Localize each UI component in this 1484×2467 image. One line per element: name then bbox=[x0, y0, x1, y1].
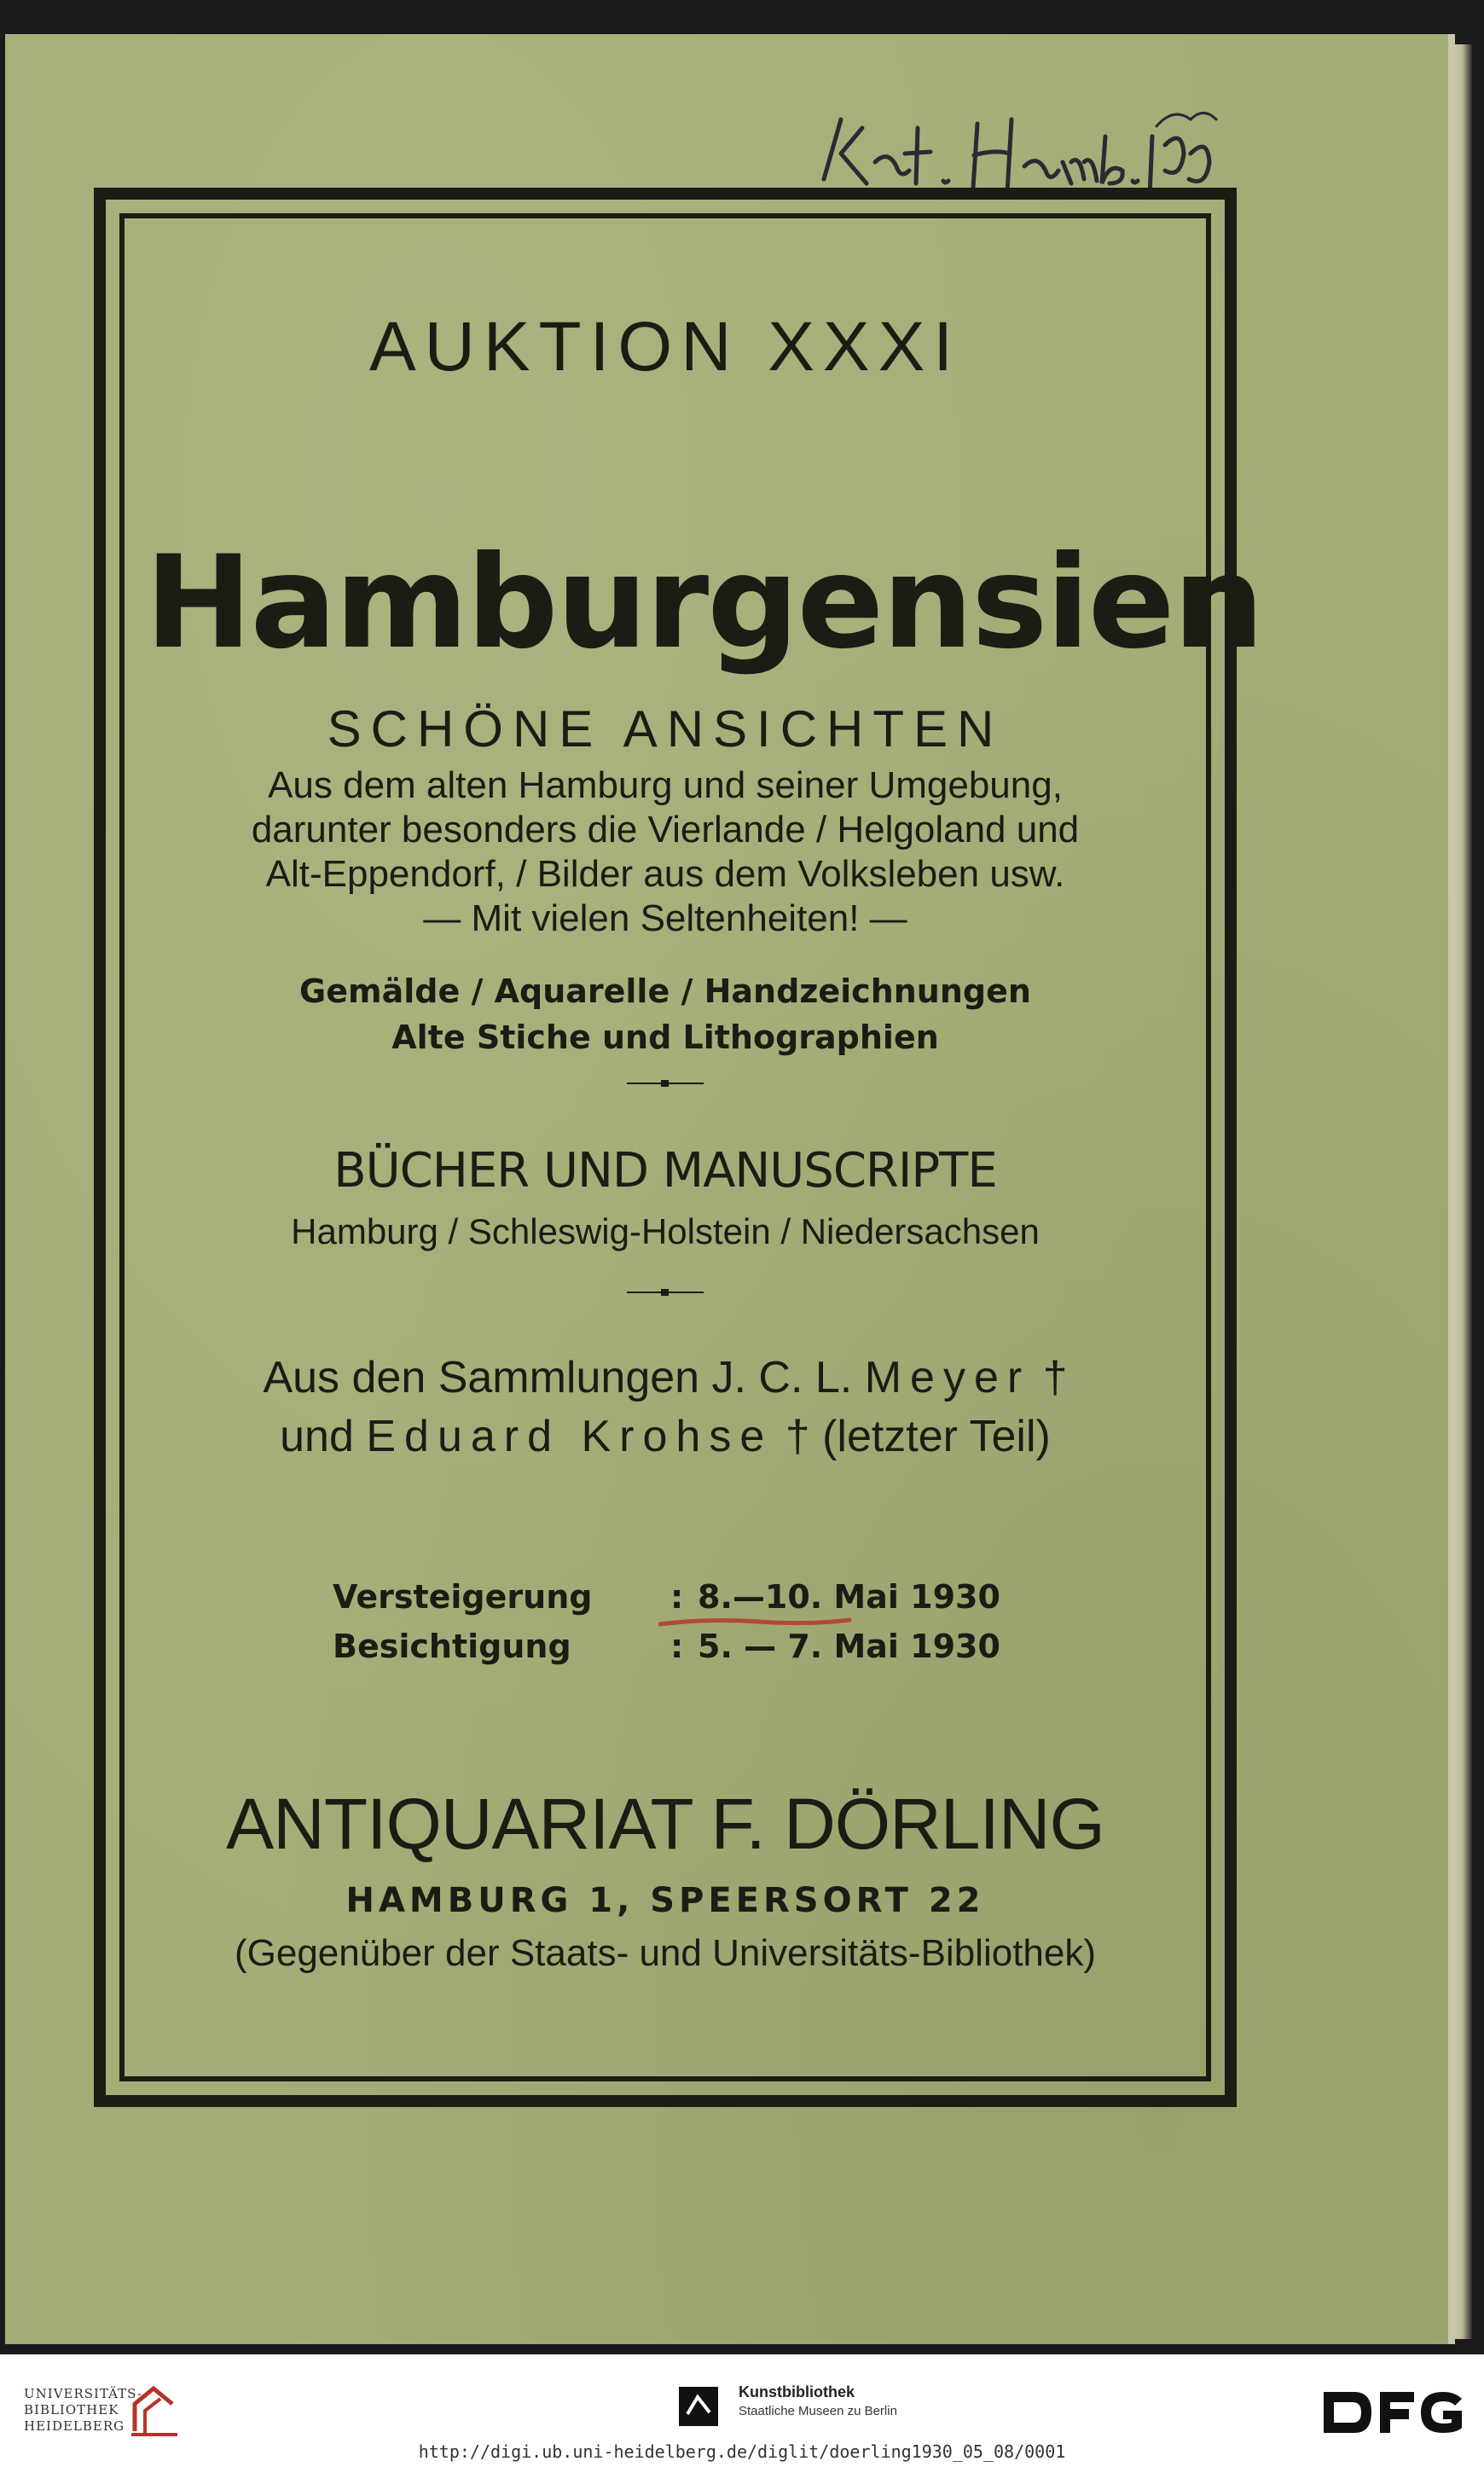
source-url-link[interactable]: http://digi.ub.uni-heidelberg.de/diglit/doerling1930_05_08/0001 bbox=[418, 2441, 1066, 2462]
university-logo-icon bbox=[128, 2380, 181, 2440]
dfg-logo[interactable] bbox=[1320, 2385, 1465, 2440]
publisher-name: ANTIQUARIAT F. DÖRLING bbox=[226, 1784, 1104, 1864]
date-colon: : bbox=[670, 1578, 684, 1616]
description-line: — Mit vielen Seltenheiten! — bbox=[423, 897, 907, 939]
university-logo-line: BIBLIOTHEK bbox=[24, 2402, 119, 2418]
kunstbibliothek-name[interactable]: Kunstbibliothek bbox=[739, 2383, 855, 2400]
media-line: Alte Stiche und Lithographien bbox=[391, 1019, 939, 1056]
kunstbibliothek-subtitle: Staatliche Museen zu Berlin bbox=[739, 2404, 897, 2418]
date-label: Versteigerung bbox=[333, 1578, 593, 1616]
collector-name: Meyer bbox=[864, 1353, 1031, 1402]
collection-suffix: † bbox=[1042, 1353, 1068, 1402]
collection-line bbox=[145, 1411, 1185, 1462]
main-title: Hamburgensien bbox=[145, 529, 1263, 677]
date-label: Besichtigung bbox=[333, 1628, 571, 1665]
address-note: (Gegenüber der Staats- und Universitäts-Bibliothek) bbox=[234, 1932, 1097, 1974]
ornament-divider bbox=[627, 1079, 704, 1088]
collector-name: Eduard Krohse bbox=[366, 1412, 774, 1461]
description-line: darunter besonders die Vierlande / Helgoland und bbox=[251, 809, 1080, 850]
collection-prefix: und bbox=[280, 1412, 354, 1461]
date-value: 8.—10. Mai 1930 bbox=[698, 1578, 1000, 1616]
collection-line bbox=[145, 1352, 1185, 1403]
collection-suffix: † (letzter Teil) bbox=[785, 1412, 1051, 1461]
red-pencil-underline bbox=[657, 1617, 853, 1628]
university-logo-line: UNIVERSITÄTS- bbox=[24, 2386, 143, 2401]
description-line: Alt-Eppendorf, / Bilder aus dem Volksleben usw. bbox=[265, 853, 1065, 895]
date-colon: : bbox=[670, 1628, 684, 1665]
subtitle: SCHÖNE ANSICHTEN bbox=[327, 700, 1004, 758]
cover-text bbox=[145, 239, 1263, 2056]
date-value: 5. — 7. Mai 1930 bbox=[698, 1628, 1000, 1665]
publisher-address: HAMBURG 1, SPEERSORT 22 bbox=[345, 1881, 985, 1920]
date-row bbox=[333, 1628, 1015, 1677]
books-title: BÜCHER UND MANUSCRIPTE bbox=[333, 1143, 997, 1199]
kunstbibliothek-icon bbox=[679, 2387, 718, 2426]
books-regions: Hamburg / Schleswig-Holstein / Niedersachsen bbox=[291, 1211, 1040, 1251]
media-line: Gemälde / Aquarelle / Handzeichnungen bbox=[299, 972, 1031, 1010]
university-logo-line: HEIDELBERG bbox=[24, 2418, 125, 2434]
description-line: Aus dem alten Hamburg und seiner Umgebung, bbox=[268, 764, 1063, 806]
collection-prefix: Aus den Sammlungen J. C. L. bbox=[263, 1353, 853, 1402]
ornament-divider bbox=[627, 1288, 704, 1297]
auction-title: AUKTION XXXI bbox=[368, 308, 962, 386]
